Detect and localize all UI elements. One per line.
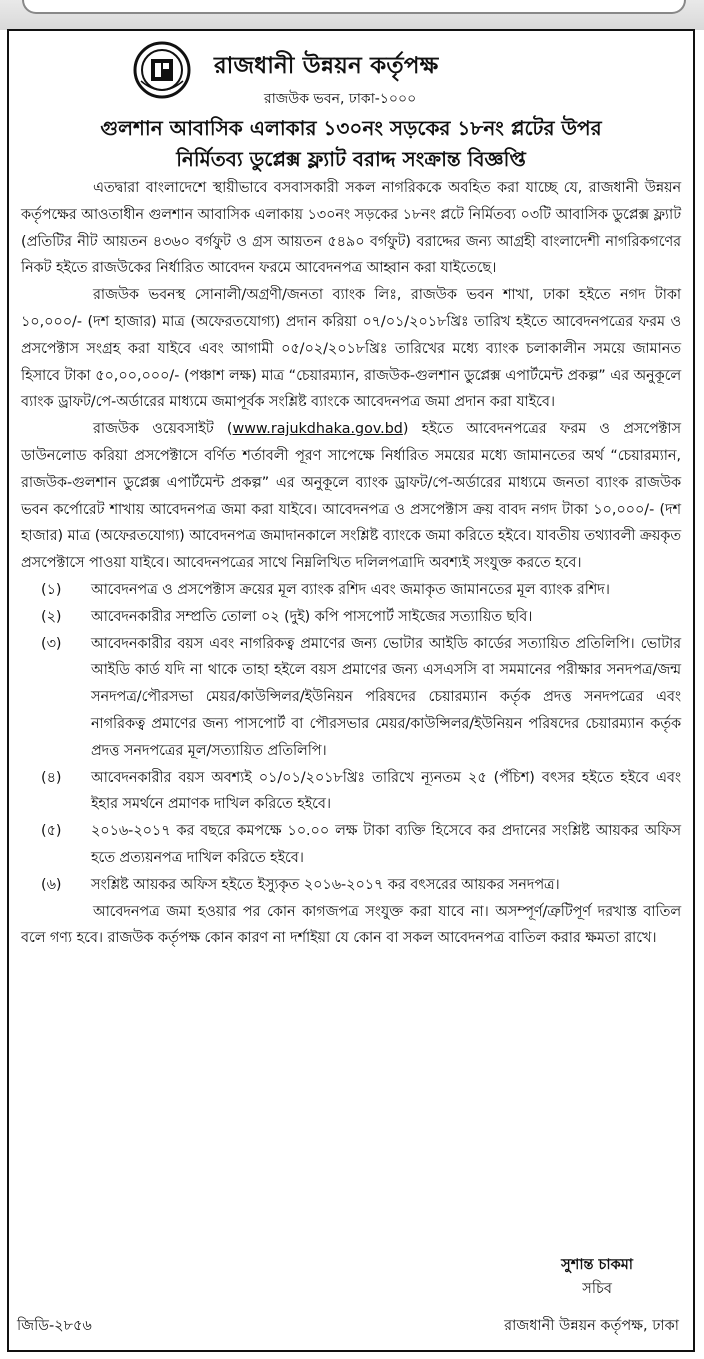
list-item-number: (২) <box>41 608 62 625</box>
required-documents-list <box>21 577 681 899</box>
list-item <box>21 631 681 765</box>
list-item-number: (৫) <box>41 823 62 840</box>
list-item-number: (১) <box>41 581 62 598</box>
signatory-designation: সচিব <box>582 1281 612 1297</box>
list-item <box>21 872 681 899</box>
list-item-text: ২০১৬-২০১৭ কর বছরে কমপক্ষে ১০.০০ লক্ষ টাকা ব্যক্তি হিসেবে কর প্রদানের সংশ্লিষ্ট আয়কর অফিস হতে প্রত্যয়নপত্র দাখিল করিতে হইবে। <box>91 823 681 866</box>
website-link[interactable]: www.rajukdhaka.gov.bd <box>232 421 403 438</box>
top-bar <box>0 0 704 30</box>
paragraph-4: আবেদনপত্র জমা হওয়ার পর কোন কাগজপত্র সংযুক্ত করা যাবে না। অসম্পূর্ণ/ত্রুটিপূর্ণ দরখাস্ত বাতিল বলে গণ্য হবে। রাজউক কর্তৃপক্ষ কোন কারণ না দর্শাইয়া যে কোন বা সকল আবেদনপত্র বাতিল করার ক্ষমতা রাখে। <box>21 903 681 947</box>
signature-block <box>561 1253 633 1301</box>
paragraph-1: এতদ্বারা বাংলাদেশে স্থায়ীভাবে বসবাসকারী সকল নাগরিককে অবহিত করা যাচ্ছে যে, রাজধানী উন্নয়ন কর্তৃপক্ষের আওতাধীন গুলশান আবাসিক এলাকায় ১৩০নং সড়কের ১৮নং প্লটে নির্মিতব্য ০৩টি আবাসিক ডুপ্লেক্স ফ্ল্যাট (প্রতিটির নীট আয়তন ৪৩৬০ বর্গফুট ও গ্রস আয়তন ৫৪৯০ বর্গফুট) বরাদ্দের জন্য আগ্রহী বাংলাদেশী নাগরিকগণের নিকট হইতে রাজউকের নির্ধারিত আবেদন ফরমে আবেদনপত্র আহ্বান করা যাইতেছে। <box>21 180 681 277</box>
notice-title <box>17 113 685 175</box>
list-item-text: সংশ্লিষ্ট আয়কর অফিস হইতে ইস্যুকৃত ২০১৬-২০১৭ কর বৎসরের আয়কর সনদপত্র। <box>91 876 560 893</box>
list-item-text: আবেদনকারীর সম্প্রতি তোলা ০২ (দুই) কপি পাসপোর্ট সাইজের সত্যায়িত ছবি। <box>91 608 533 625</box>
rajuk-logo-icon <box>133 41 191 99</box>
list-item-text: আবেদনকারীর বয়স এবং নাগরিকত্ব প্রমাণের জন্য ভোটার আইডি কার্ডের সত্যায়িত প্রতিলিপি। ভোটার আইডি কার্ড যদি না থাকে তাহা হইলে বয়স প্রমাণের জন্য এসএসসি বা সমমানের পরীক্ষার সনদপত্র/জন্ম সনদপত্র/পৌরসভা মেয়র/কাউন্সিলর/ইউনিয়ন পরিষদের চেয়ারম্যান কর্তৃক প্রদত্ত সনদপত্রের এবং নাগরিকত্ব প্রমাণের জন্য পাসপোর্ট বা পৌরসভার মেয়র/কাউন্সিলর/ইউনিয়ন পরিষদের চেয়ারম্যান কর্তৃক প্রদত্ত সনদপত্রের মূল/সত্যায়িত প্রতিলিপি। <box>91 635 681 759</box>
list-item <box>21 577 681 604</box>
paragraph-3 <box>21 416 681 577</box>
title-line-1: গুলশান আবাসিক এলাকার ১৩০নং সড়কের ১৮নং প্লটের উপর <box>100 116 602 140</box>
paragraph-3-rest: ) হইতে আবেদনপত্রের ফরম ও প্রসপেক্টাস ডাউনলোড করিয়া প্রসপেক্টাসে বর্ণিত শর্তাবলী পূরণ সাপেক্ষে নির্ধারিত সময়ের মধ্যে জামানতের অর্থ “চেয়ারম্যান, রাজউক-গুলশান ডুপ্লেক্স এপার্টমেন্ট প্রকল্প” এর অনুকূলে ব্যাংক ড্রাফট/পে-অর্ডারের মাধ্যমে জনতা ব্যাংক রাজউক ভবন কর্পোরেট শাখায় আবেদনপত্র জমা করা যাইবে। আবেদনপত্র ও প্রসপেক্টাস ক্রয় বাবদ নগদ টাকা ১০,০০০/- (দশ হাজার) মাত্র (অফেরতযোগ্য) আবেদনপত্র জমাদানকালে সংশ্লিষ্ট ব্যাংকে জমা করিতে হইবে। যাবতীয় তথ্যাবলী ক্রয়কৃত প্রসপেক্টাসে পাওয়া যাইবে। আবেদনপত্রের সাথে নিম্নলিখিত দলিলপত্রাদি অবশ্যই সংযুক্ত করতে হবে। <box>21 421 681 572</box>
list-item-text: আবেদনকারীর বয়স অবশ্যই ০১/০১/২০১৮খ্রিঃ তারিখে ন্যূনতম ২৫ (পঁচিশ) বৎসর হইতে হইবে এবং ইহার সমর্থনে প্রমাণক দাখিল করিতে হইবে। <box>91 769 681 813</box>
list-item-number: (৬) <box>41 876 62 893</box>
notice-body <box>9 175 693 952</box>
list-item-number: (৪) <box>41 769 62 786</box>
notice-header <box>9 31 693 113</box>
title-line-2: নির্মিতব্য ডুপ্লেক্স ফ্ল্যাট বরাদ্দ সংক্রান্ত বিজ্ঞপ্তি <box>176 147 526 171</box>
list-item-number: (৩) <box>41 635 62 652</box>
list-item <box>21 765 681 819</box>
paragraph-3-start: রাজউক ওয়েবসাইট ( <box>93 421 233 438</box>
paragraph-2: রাজউক ভবনস্থ সোনালী/অগ্রণী/জনতা ব্যাংক লিঃ, রাজউক ভবন শাখা, ঢাকা হইতে নগদ টাকা ১০,০০০/- (দশ হাজার) মাত্র (অফেরতযোগ্য) প্রদান করিয়া ০৭/০১/২০১৮খ্রিঃ তারিখ হইতে আবেদনপত্রের ফরম ও প্রসপেক্টাস সংগ্রহ করা যাইবে এবং আগামী ০৫/০২/২০১৮খ্রিঃ তারিখের মধ্যে ব্যাংক চলাকালীন সময়ে জামানত হিসাবে টাকা ৫০,০০,০০০/- (পঞ্চাশ লক্ষ) মাত্র “চেয়ারম্যান, রাজউক-গুলশান ডুপ্লেক্স এপার্টমেন্ট প্রকল্প” এর অনুকূলে ব্যাংক ড্রাফট/পে-অর্ডারের মাধ্যমে জমাপূর্বক সংশ্লিষ্ট ব্যাংকে আবেদনপত্র জমা প্রদান করা যাইবে। <box>21 287 681 411</box>
reference-number: জিডি-২৮৫৬ <box>17 1318 92 1334</box>
notice-frame <box>7 29 695 1352</box>
signatory-office: রাজধানী উন্নয়ন কর্তৃপক্ষ, ঢাকা <box>504 1318 679 1334</box>
organization-address: রাজউক ভবন, ঢাকা-১০০০ <box>264 91 417 107</box>
list-item <box>21 818 681 872</box>
list-item-text: আবেদনপত্র ও প্রসপেক্টাস ক্রয়ের মূল ব্যাংক রশিদ এবং জমাকৃত জামানতের মূল ব্যাংক রশিদ। <box>91 581 610 598</box>
signatory-name: সুশান্ত চাকমা <box>561 1257 633 1273</box>
list-item <box>21 604 681 631</box>
organization-name: রাজধানী উন্নয়ন কর্তৃপক্ষ <box>214 53 439 79</box>
